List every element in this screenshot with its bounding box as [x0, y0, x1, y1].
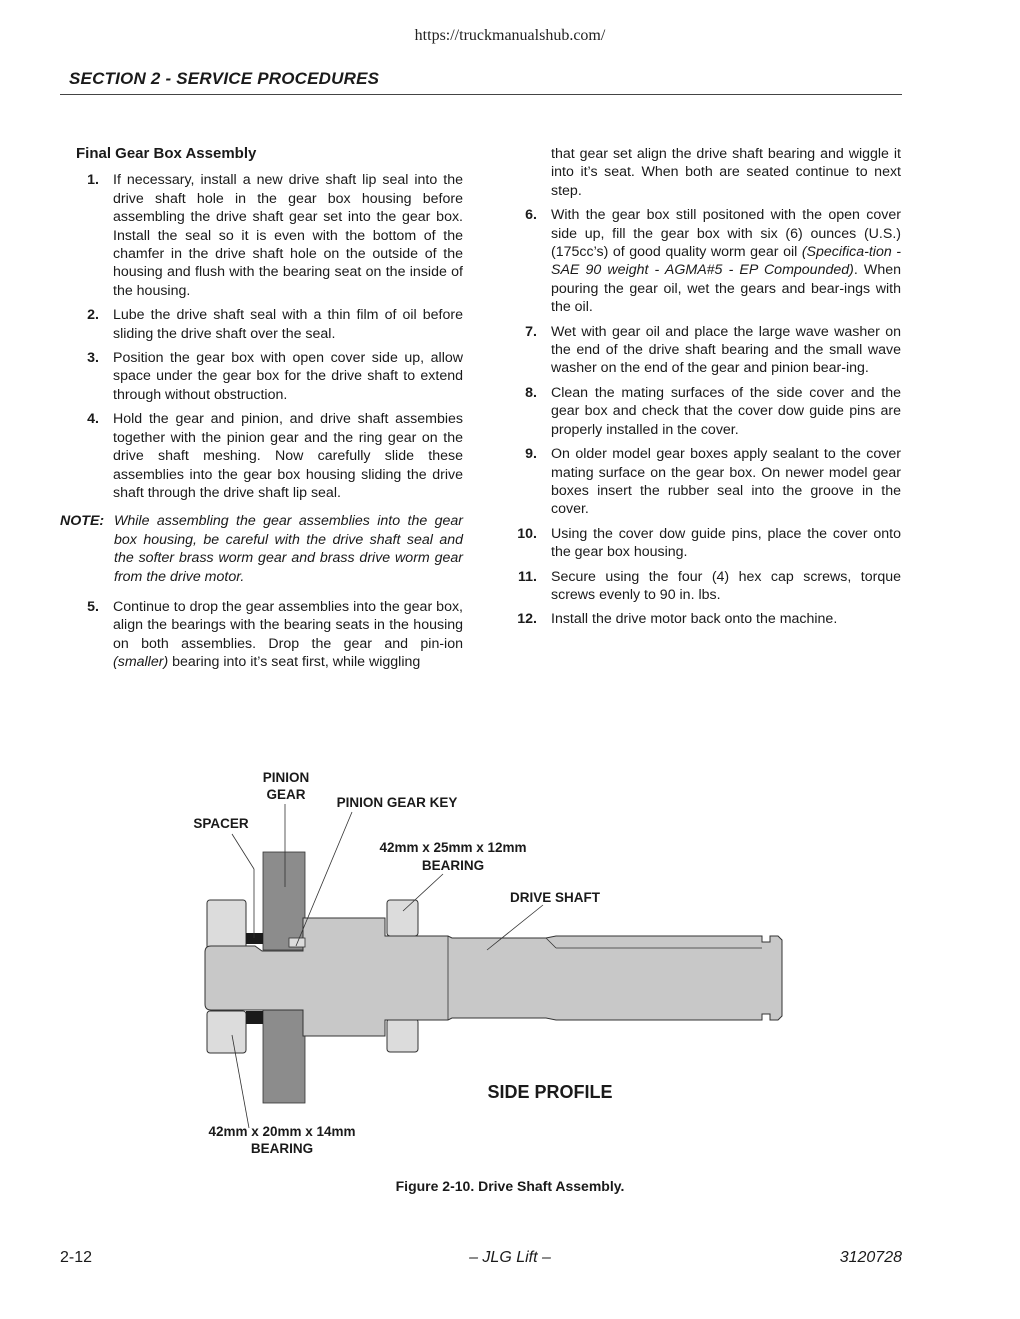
step-text: Clean the mating surfaces of the side cover and the gear box and check that the cover dow guide pins are properly installed in the cover.: [551, 384, 901, 438]
left-bearing-top: [207, 900, 246, 952]
step-1: [60, 171, 463, 300]
step-number: 7.: [525, 323, 537, 340]
step-5-continuation: that gear set align the drive shaft bearing and wiggle it into it’s seat. When both are seated continue to next step.: [551, 146, 901, 199]
label-drive-shaft: DRIVE SHAFT: [509, 890, 601, 905]
pinion-gear-key: [289, 938, 305, 947]
step-text-part: . When pouring the gear oil, wet the gears and bear-ings with the oil.: [551, 262, 901, 316]
step-number: 8.: [525, 384, 537, 401]
step-3: [60, 349, 463, 404]
step-text: On older model gear boxes apply sealant to the cover mating surface on the gear box. On newer model gear boxes insert the rubber seal into the groove in the cover.: [551, 446, 901, 518]
step-text: Install the drive motor back onto the machine.: [551, 611, 838, 628]
step-text: Using the cover dow guide pins, place the cover onto the gear box housing.: [551, 525, 901, 561]
step-text: Lube the drive shaft seal with a thin film of oil before sliding the drive shaft over the seal.: [113, 307, 463, 342]
step-number: 9.: [525, 446, 537, 463]
step-text: Position the gear box with open cover side up, allow space under the gear box for the drive shaft to extend through without obstruction.: [113, 350, 463, 403]
step-4: [60, 410, 463, 502]
step-number: 4.: [87, 411, 99, 428]
footer-center: – JLG Lift –: [469, 1249, 551, 1266]
step-text-part: bearing into it’s seat first, while wiggling: [168, 654, 421, 671]
label-pinion-gear: PINION: [262, 770, 310, 785]
step-text: [99, 598, 463, 672]
note: [60, 512, 463, 586]
step-number: 6.: [525, 207, 537, 224]
right-column: [512, 145, 901, 635]
right-bearing-bottom: [387, 1019, 418, 1052]
step-text: [537, 206, 901, 316]
step-2: [60, 306, 463, 343]
leader-line: [403, 874, 443, 911]
side-profile-title: SIDE PROFILE: [487, 1082, 613, 1102]
document-number: 3120728: [839, 1249, 902, 1266]
figure-caption: Figure 2-10. Drive Shaft Assembly.: [395, 1178, 625, 1194]
note-text: While assembling the gear assemblies into the gear box housing, be careful with the drive shaft seal and the softer brass worm gear and brass drive worm gear from the drive motor.: [114, 513, 463, 585]
section-title: SECTION 2 - SERVICE PROCEDURES: [69, 69, 380, 88]
step-8: [512, 384, 901, 439]
header-rule: [60, 94, 902, 95]
label-pinion-gear: GEAR: [266, 787, 306, 802]
step-text: If necessary, install a new drive shaft lip seal into the drive shaft hole in the gear box housing before assembling the drive shaft gear set into the gear box. Install the seal so it is even with the bottom of the chamfer in the drive shaft hole on the outside of the housing and flush with the bearing seat on the inside of the housing.: [113, 172, 463, 299]
label-top-bearing: BEARING: [421, 858, 485, 873]
source-url: https://truckmanualshub.com/: [414, 27, 606, 44]
step-9: [512, 445, 901, 519]
step-text-italic: (Specifica-tion - SAE 90 weight - AGMA#5 - EP Compounded): [551, 244, 901, 279]
step-12: [512, 610, 901, 628]
leader-line: [232, 834, 254, 869]
step-number: 5.: [87, 598, 99, 615]
step-text: Wet with gear oil and place the large wave washer on the end of the drive shaft bearing and the small wave washer on the end of the gear and pinion bear-ing.: [551, 323, 901, 377]
step-7: [512, 323, 901, 378]
step-number: 2.: [87, 307, 99, 324]
step-text: Hold the gear and pinion, and drive shaft assembies together with the pinion gear and the ring gear on the drive shaft meshing. Now carefully slide these assemblies into the gear box housing sliding the drive shaft through the drive shaft lip seal.: [113, 411, 463, 501]
step-number: 11.: [518, 568, 537, 585]
spacer-bottom: [246, 1011, 263, 1024]
left-column: [60, 145, 463, 678]
step-6: [512, 206, 901, 316]
subsection-heading: Final Gear Box Assembly: [76, 145, 257, 162]
step-text: Secure using the four (4) hex cap screws, torque screws evenly to 90 in. lbs.: [551, 568, 901, 603]
label-spacer: SPACER: [193, 816, 249, 831]
step-number: 3.: [87, 350, 99, 367]
step-number: 10.: [517, 525, 537, 542]
step-10: [512, 525, 901, 562]
right-bearing-top: [387, 900, 418, 936]
label-bottom-bearing: BEARING: [250, 1141, 314, 1156]
note-label: NOTE:: [60, 513, 105, 530]
left-bearing-bottom: [207, 1011, 246, 1053]
step-text-italic: (smaller): [113, 654, 169, 671]
page-number: 2-12: [60, 1249, 93, 1266]
step-11: [512, 568, 901, 605]
pinion-gear-bottom: [263, 1010, 305, 1103]
spacer-top: [246, 933, 263, 944]
label-bottom-bearing: 42mm x 20mm x 14mm: [208, 1124, 356, 1139]
step-number: 12.: [517, 611, 537, 628]
step-5: [60, 598, 463, 672]
step-text-part: Continue to drop the gear assemblies into the gear box, align the bearings with the bearing seats in the housing on both assemblies. Drop the gear and pin-ion: [113, 598, 463, 652]
label-pinion-gear-key: PINION GEAR KEY: [336, 795, 458, 810]
step-text-part: With the gear box still positoned with the open cover side up, fill the gear box with six (6) ounces (U.S.) (175cc’s) of good quality worm gear oil: [551, 207, 901, 261]
step-number: 1.: [87, 172, 99, 189]
label-top-bearing: 42mm x 25mm x 12mm: [379, 840, 527, 855]
pinion-gear-top: [263, 852, 305, 950]
drive-shaft-diagram: [0, 760, 1020, 1160]
